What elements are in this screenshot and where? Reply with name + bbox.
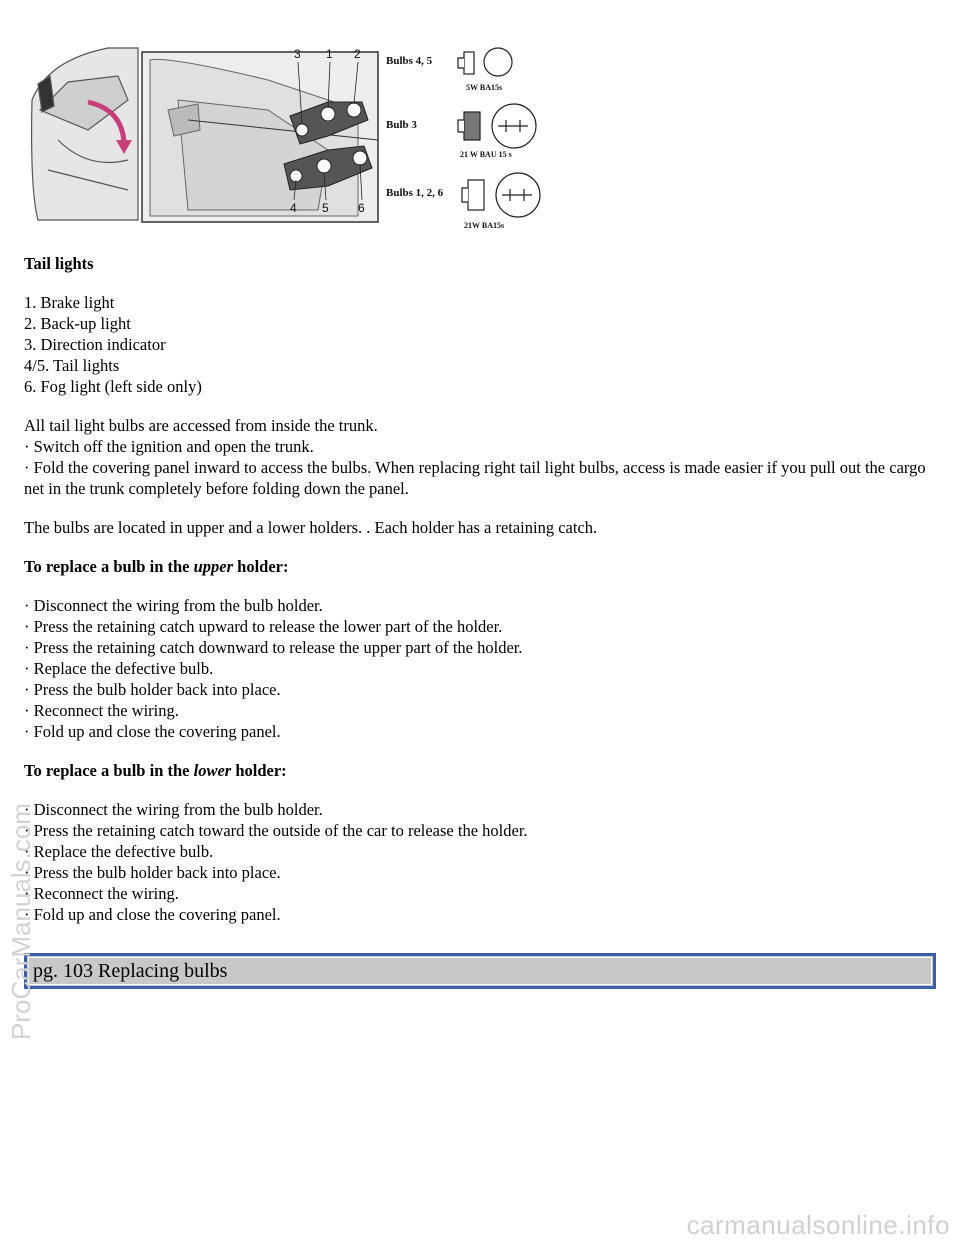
lower-holder-heading: To replace a bulb in the lower holder:	[24, 761, 287, 780]
legend-item: 2. Back-up light	[24, 314, 131, 333]
bulb-spec-21w: 21W BA15s	[464, 221, 505, 230]
step-item: · Press the bulb holder back into place.	[24, 680, 281, 699]
lower-holder-steps	[24, 799, 936, 925]
bulb-legend-list	[24, 292, 936, 397]
intro-step: · Fold the covering panel inward to access the bulbs. When replacing right tail light bulbs, access is made easier if you pull out the cargo net in the trunk completely before folding down the panel.	[24, 458, 926, 498]
step-item: · Press the retaining catch downward to release the upper part of the holder.	[24, 638, 523, 657]
step-item: · Reconnect the wiring.	[24, 884, 179, 903]
intro-step: · Switch off the ignition and open the trunk.	[24, 437, 314, 456]
callout-3: 3	[294, 47, 301, 61]
step-item: · Disconnect the wiring from the bulb holder.	[24, 596, 323, 615]
bulb-label-3: Bulb 3	[386, 119, 417, 131]
bulb-spec-5w: 5W BA15s	[466, 83, 503, 92]
upper-holder-heading: To replace a bulb in the upper holder:	[24, 557, 289, 576]
intro-block	[24, 415, 936, 499]
medium-bulb-icon	[458, 104, 536, 148]
bulb-label-4-5: Bulbs 4, 5	[386, 55, 433, 67]
callout-6: 6	[358, 201, 365, 215]
upper-holder-steps	[24, 595, 936, 742]
legend-item: 1. Brake light	[24, 293, 115, 312]
page-footer-text: pg. 103 Replacing bulbs	[33, 960, 228, 982]
tail-light-diagram	[28, 40, 568, 230]
left-watermark-text: ProCarManuals.com	[6, 803, 36, 1040]
step-item: · Replace the defective bulb.	[24, 659, 214, 678]
step-item: · Press the retaining catch upward to release the lower part of the holder.	[24, 617, 503, 636]
intro-text: All tail light bulbs are accessed from inside the trunk.	[24, 416, 378, 435]
callout-2: 2	[354, 47, 361, 61]
bulb-spec-21w-bau: 21 W BAU 15 s	[460, 150, 512, 159]
section-title: Tail lights	[24, 254, 94, 273]
step-item: · Fold up and close the covering panel.	[24, 722, 281, 741]
legend-item: 4/5. Tail lights	[24, 356, 120, 375]
bottom-watermark: carmanualsonline.info	[686, 1210, 950, 1240]
bulb-label-1-2-6: Bulbs 1, 2, 6	[386, 187, 444, 199]
step-item: · Replace the defective bulb.	[24, 842, 214, 861]
page-footer-bar	[24, 953, 936, 989]
document-body	[24, 253, 936, 925]
step-item: · Reconnect the wiring.	[24, 701, 179, 720]
step-item: · Press the bulb holder back into place.	[24, 863, 281, 882]
legend-item: 3. Direction indicator	[24, 335, 166, 354]
tail-light-illustration	[28, 40, 568, 230]
large-bulb-icon	[462, 173, 540, 217]
callout-1: 1	[326, 47, 333, 61]
legend-item: 6. Fog light (left side only)	[24, 377, 202, 396]
callout-4: 4	[290, 201, 297, 215]
holders-note: The bulbs are located in upper and a lower holders. . Each holder has a retaining catch.	[24, 518, 598, 537]
left-watermark	[0, 490, 40, 1050]
callout-5: 5	[322, 201, 329, 215]
step-item: · Fold up and close the covering panel.	[24, 905, 281, 924]
small-bulb-icon	[458, 48, 512, 76]
step-item: · Disconnect the wiring from the bulb holder.	[24, 800, 323, 819]
step-item: · Press the retaining catch toward the outside of the car to release the holder.	[24, 821, 528, 840]
